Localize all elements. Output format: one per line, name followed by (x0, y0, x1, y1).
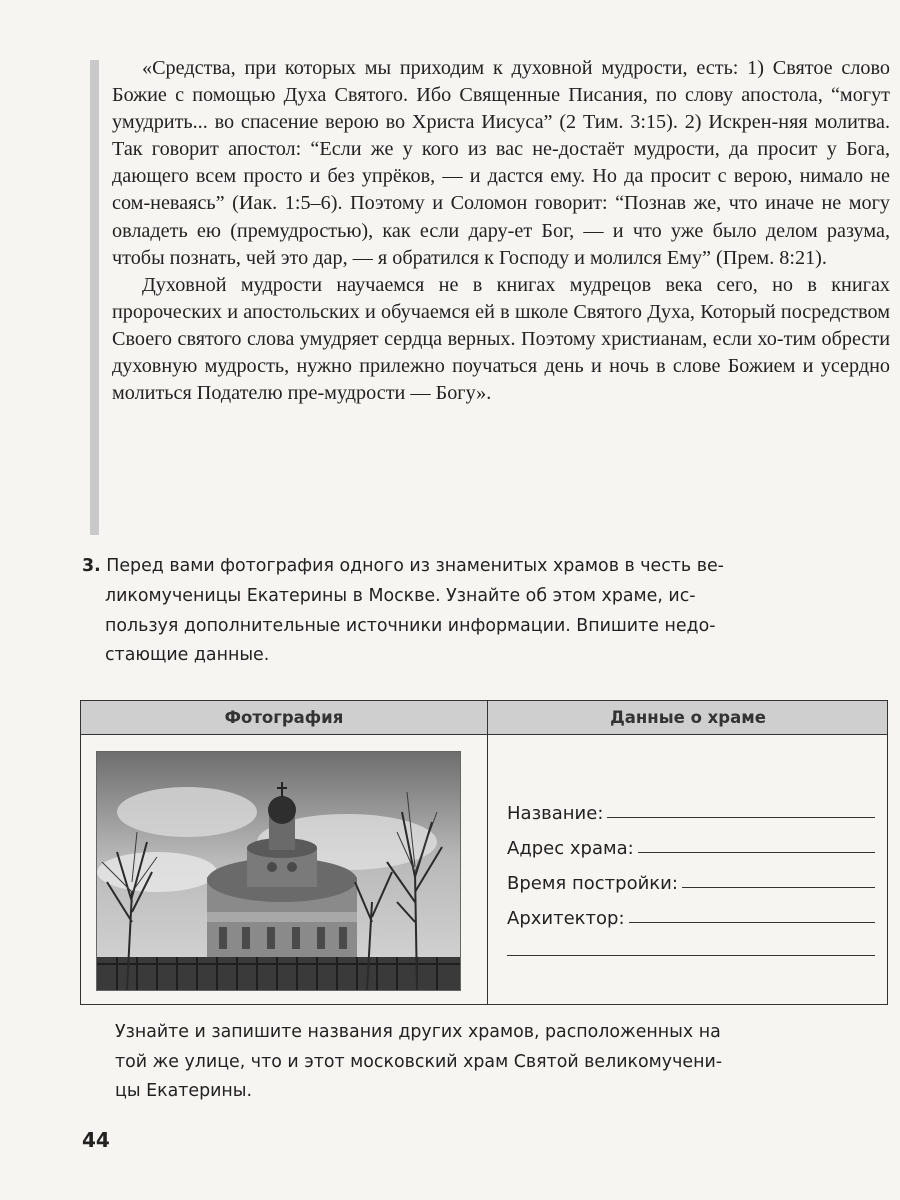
temple-data-fields (507, 789, 875, 956)
header-photo: Фотография (224, 708, 344, 727)
task-line: цы Екатерины. (115, 1081, 253, 1102)
followup-task (115, 1018, 890, 1107)
task-line: пользуя дополнительные источники информации. Впишите недо- (105, 615, 716, 636)
field-label: Адрес храма: (507, 838, 634, 859)
field-build-time[interactable] (507, 859, 875, 894)
quote-paragraph-2: Духовной мудрости научаемся не в книгах мудрецов века сего, но в книгах пророческих и апостольских и обучаемся ей в школе Святого Духа, Который посредством Своего святого слова умудряет сердца верных. Поэтому христианам, если хо-тим обрести духовную мудрость, нужно прилежно поучаться день и ночь в слове Божием и усердно молиться Подателю пре-мудрости — Богу». (112, 273, 891, 405)
task-line: Перед вами фотография одного из знаменитых храмов в честь ве- (106, 556, 724, 576)
quote-paragraph-1: «Средства, при которых мы приходим к духовной мудрости, есть: 1) Святое слово Божие с помощью Духа Святого. Ибо Священные Писания, по слову апостола, “могут умудрить... во спасение верою во Христа Иисуса” (2 Тим. 3:15). 2) Искрен-няя молитва. Так говорит апостол: “Если же у кого из вас не-достаёт мудрости, да просит у Бога, дающего всем просто и без упрёков, — и дастся ему. Но да просит с верою, нимало не сом-неваясь” (Иак. 1:5–6). Поэтому и Соломон говорит: “Познав же, что иначе не могу овладеть ею (премудростью), как если дару-ет Бог, — и что уже было делом разума, чтобы познать, чей это дар, — я обратился к Господу и молился Ему” (Прем. 8:21). (112, 57, 891, 269)
field-label: Архитектор: (507, 908, 625, 929)
field-architect[interactable] (507, 894, 875, 929)
answer-line[interactable] (607, 816, 875, 818)
answer-line[interactable] (682, 886, 875, 888)
task-line: ликомученицы Екатерины в Москве. Узнайте об этом храме, ис- (105, 585, 696, 606)
quote-block (112, 55, 890, 407)
task-line: стающие данные. (105, 645, 270, 666)
table-header (81, 701, 887, 735)
extra-answer-line[interactable] (507, 933, 875, 956)
column-divider (487, 701, 488, 1004)
temple-table (80, 700, 888, 1005)
answer-line[interactable] (638, 851, 875, 853)
church-photo (96, 751, 461, 991)
page-number: 44 (82, 1128, 110, 1152)
task-line: Узнайте и запишите названия других храмов, расположенных на (115, 1022, 721, 1042)
task-number: 3. (82, 556, 101, 576)
task-line: той же улице, что и этот московский храм Святой великомучени- (115, 1051, 723, 1072)
header-temple-data: Данные о храме (610, 708, 766, 727)
field-address[interactable] (507, 824, 875, 859)
field-name[interactable] (507, 789, 875, 824)
quote-margin-bar (90, 60, 99, 535)
answer-line[interactable] (629, 921, 875, 923)
task-3 (82, 552, 890, 671)
field-label: Время постройки: (507, 873, 678, 894)
field-label: Название: (507, 803, 604, 824)
